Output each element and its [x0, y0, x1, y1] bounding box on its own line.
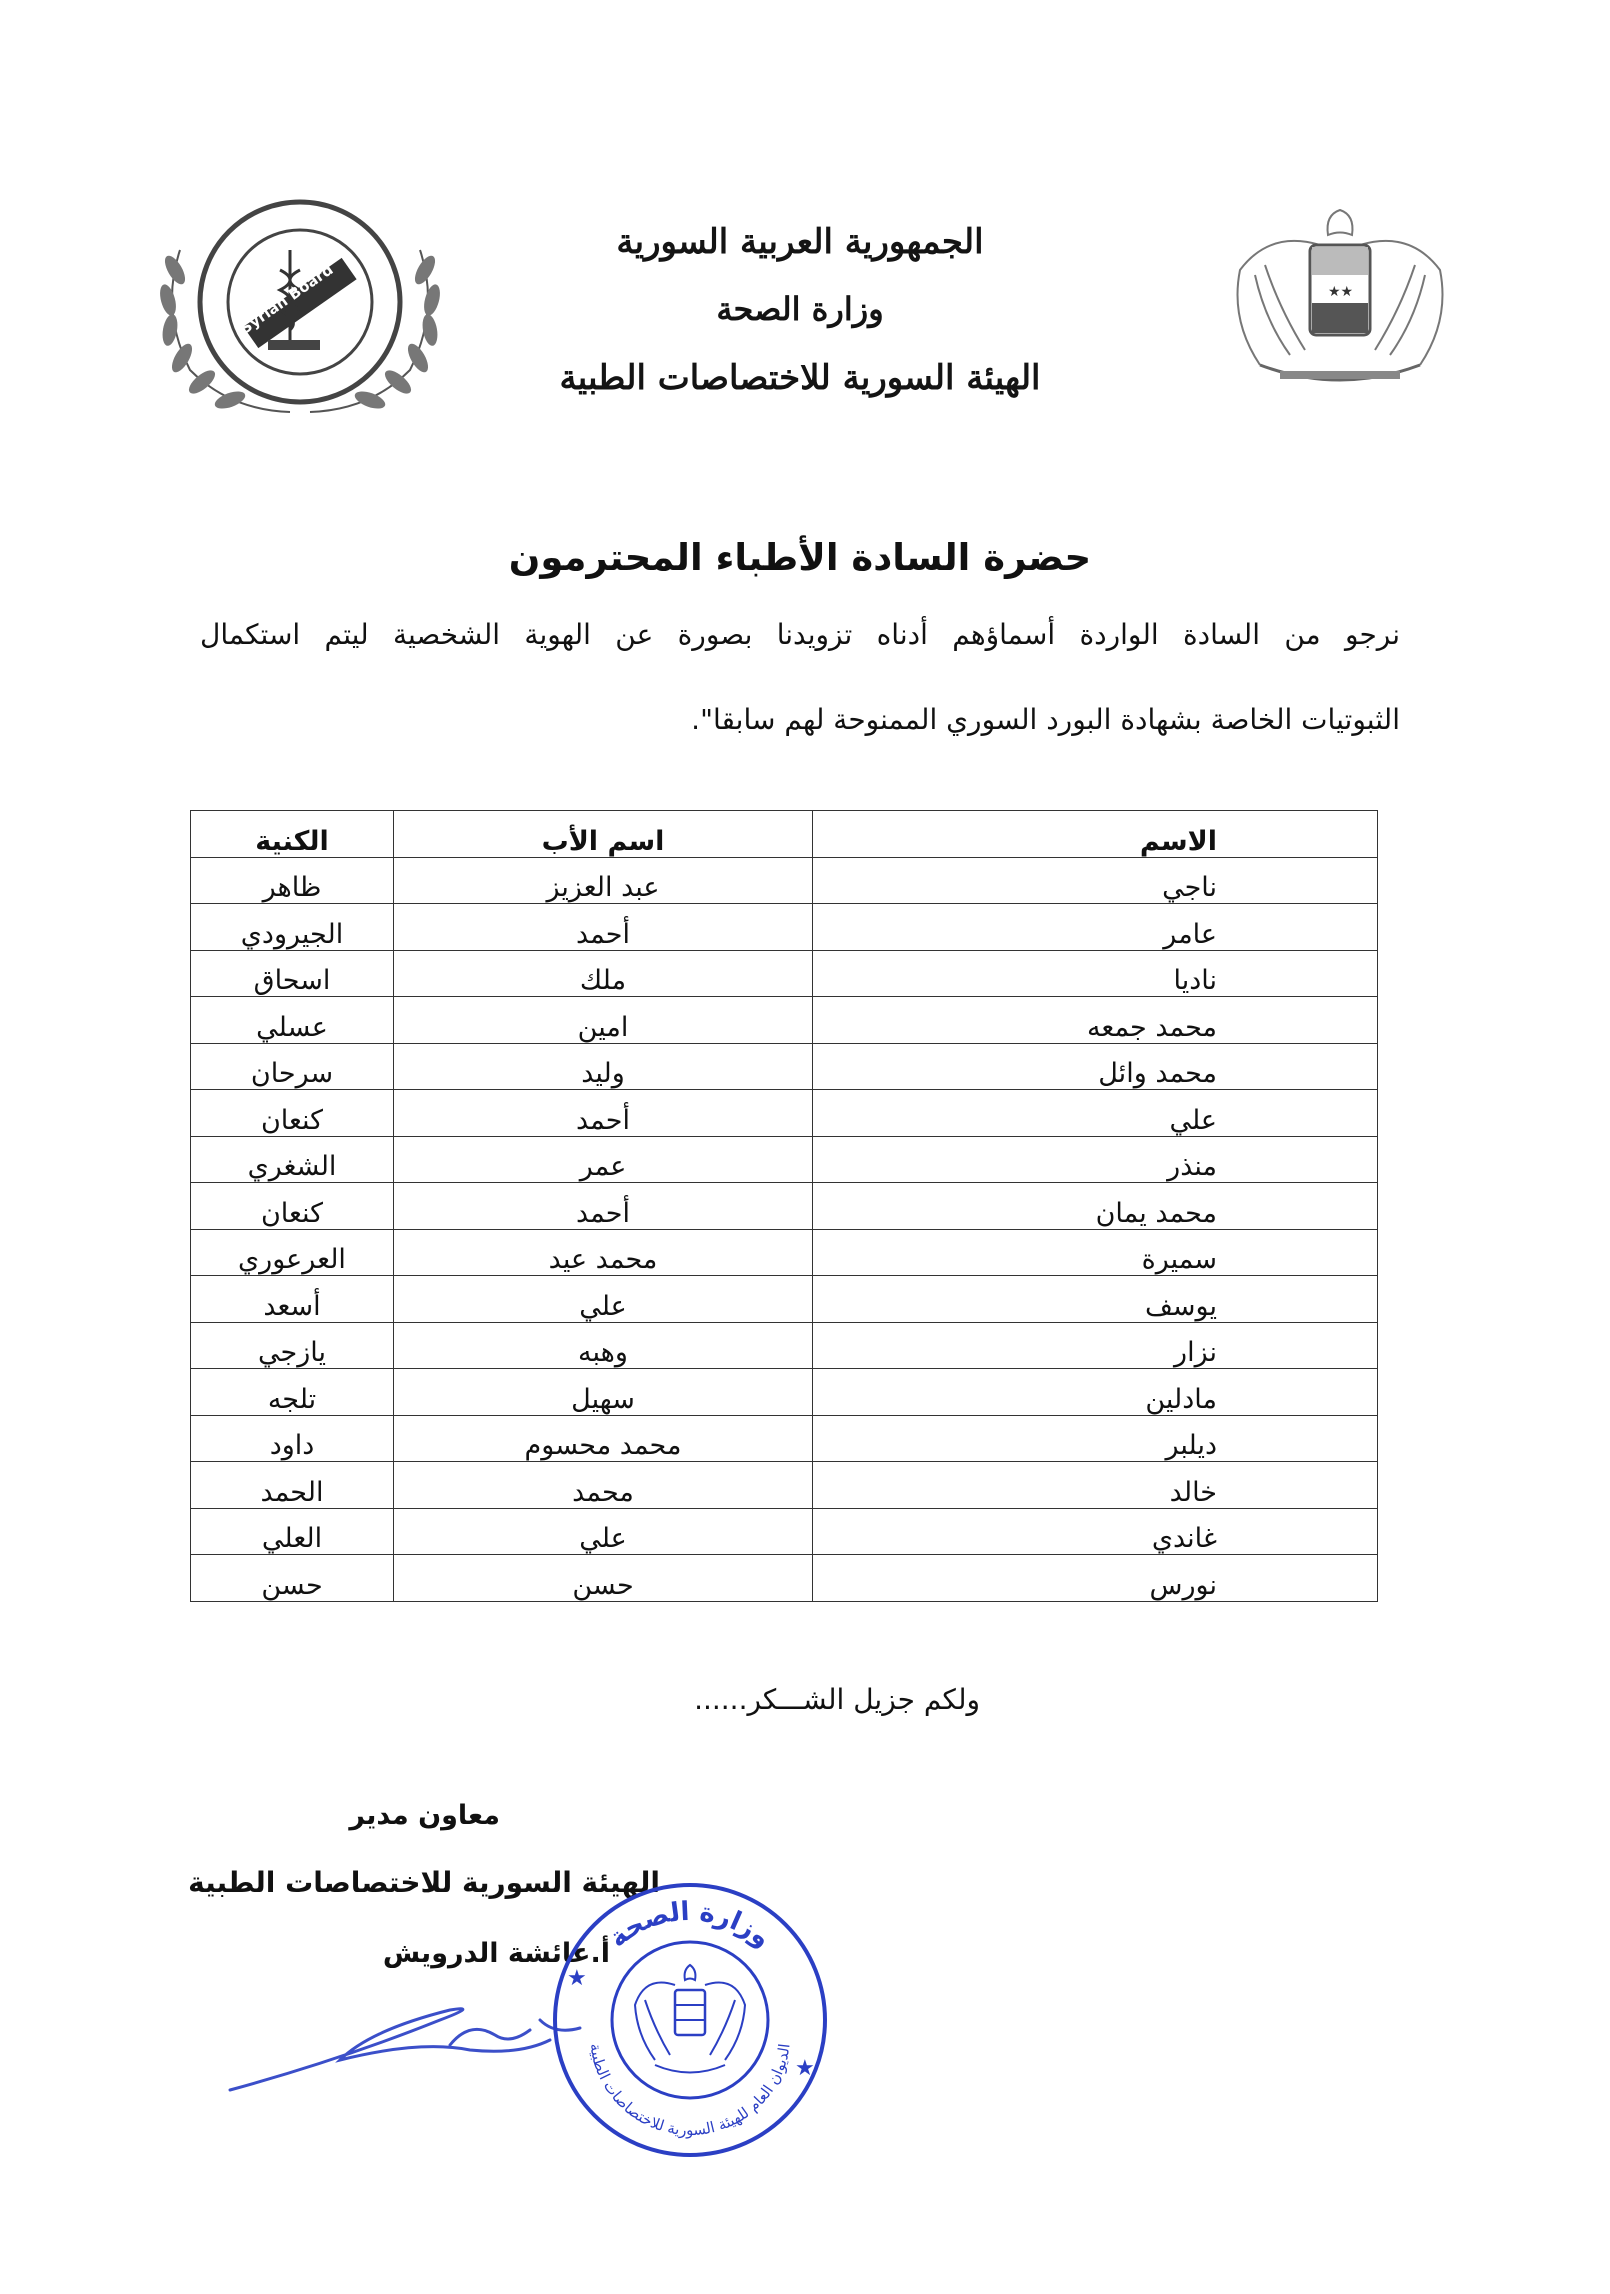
cell-surname: العرعوري — [191, 1229, 394, 1276]
intro-paragraph-line2: الثبوتيات الخاصة بشهادة البورد السوري الممنوحة لهم سابقا". — [691, 703, 1400, 736]
signatory-name: أ.عائشة الدرويش — [382, 1938, 610, 1969]
stamp-top-text: وزارة الصحة — [603, 1896, 777, 1954]
table-row — [191, 1183, 1378, 1230]
cell-surname: اسحاق — [191, 950, 394, 997]
column-header-father-name: اسم الأب — [394, 811, 813, 858]
cell-name: علي — [813, 1090, 1378, 1137]
cell-father-name: عبد العزيز — [394, 857, 813, 904]
table-row — [191, 1508, 1378, 1555]
cell-surname: عسلي — [191, 997, 394, 1044]
cell-surname: سرحان — [191, 1043, 394, 1090]
table-row — [191, 857, 1378, 904]
signatory-organization: الهيئة السورية للاختصاصات الطبية — [188, 1866, 660, 1899]
table-row — [191, 1555, 1378, 1602]
cell-name: ناجي — [813, 857, 1378, 904]
syrian-board-seal-icon — [140, 190, 460, 420]
cell-father-name: أحمد — [394, 904, 813, 951]
column-header-surname: الكنية — [191, 811, 394, 858]
cell-name: سميرة — [813, 1229, 1378, 1276]
cell-father-name: ملك — [394, 950, 813, 997]
header-commission: الهيئة السورية للاختصاصات الطبية — [559, 358, 1041, 398]
closing-thanks: ولكم جزيل الشـــكر...... — [694, 1683, 980, 1716]
table-row — [191, 950, 1378, 997]
cell-surname: حسن — [191, 1555, 394, 1602]
cell-name: نزار — [813, 1322, 1378, 1369]
syrian-eagle-emblem-icon — [1220, 190, 1460, 400]
cell-father-name: وهبه — [394, 1322, 813, 1369]
cell-surname: داود — [191, 1415, 394, 1462]
svg-text:★: ★ — [567, 1966, 587, 1991]
svg-text:الديوان العام للهيئة السورية ل — [586, 2042, 793, 2139]
cell-surname: يازجي — [191, 1322, 394, 1369]
svg-text:★: ★ — [795, 2056, 815, 2081]
cell-father-name: عمر — [394, 1136, 813, 1183]
cell-surname: الجيرودي — [191, 904, 394, 951]
signatory-title: معاون مدير — [349, 1800, 500, 1831]
table-header-row — [191, 811, 1378, 858]
intro-paragraph-line1: نرجو من السادة الواردة أسماؤهم أدناه تزويدنا بصورة عن الهوية الشخصية ليتم استكمال — [200, 618, 1400, 651]
table-row — [191, 904, 1378, 951]
cell-father-name: أحمد — [394, 1183, 813, 1230]
cell-father-name: سهيل — [394, 1369, 813, 1416]
cell-father-name: علي — [394, 1508, 813, 1555]
cell-name: منذر — [813, 1136, 1378, 1183]
table-row — [191, 1136, 1378, 1183]
table-row — [191, 1415, 1378, 1462]
header-republic: الجمهورية العربية السورية — [616, 222, 984, 262]
cell-name: محمد وائل — [813, 1043, 1378, 1090]
column-header-name: الاسم — [813, 811, 1378, 858]
cell-name: يوسف — [813, 1276, 1378, 1323]
cell-father-name: حسن — [394, 1555, 813, 1602]
cell-name: محمد جمعه — [813, 997, 1378, 1044]
table-row — [191, 1462, 1378, 1509]
table-row — [191, 997, 1378, 1044]
cell-surname: أسعد — [191, 1276, 394, 1323]
cell-father-name: وليد — [394, 1043, 813, 1090]
cell-name: غاندي — [813, 1508, 1378, 1555]
table-row — [191, 1322, 1378, 1369]
greeting-heading: حضرة السادة الأطباء المحترمون — [508, 536, 1092, 579]
ministry-of-health-stamp-icon — [545, 1875, 835, 2165]
cell-father-name: امين — [394, 997, 813, 1044]
handwritten-signature — [220, 1950, 600, 2110]
cell-name: محمد يمان — [813, 1183, 1378, 1230]
cell-name: نورس — [813, 1555, 1378, 1602]
header-ministry: وزارة الصحة — [716, 290, 884, 328]
cell-surname: العلي — [191, 1508, 394, 1555]
cell-father-name: أحمد — [394, 1090, 813, 1137]
table-row — [191, 1043, 1378, 1090]
cell-father-name: علي — [394, 1276, 813, 1323]
table-row — [191, 1369, 1378, 1416]
cell-surname: الحمد — [191, 1462, 394, 1509]
table-row — [191, 1229, 1378, 1276]
cell-father-name: محمد عيد — [394, 1229, 813, 1276]
cell-father-name: محمد — [394, 1462, 813, 1509]
stamp-bottom-text: الديوان العام للهيئة السورية للاختصاصات الطبية — [586, 2042, 794, 2140]
seal-english-title: Syrian Board — [236, 260, 337, 338]
cell-surname: ظاهر — [191, 857, 394, 904]
cell-surname: تلجه — [191, 1369, 394, 1416]
doctors-table — [190, 810, 1378, 1602]
cell-surname: كنعان — [191, 1183, 394, 1230]
cell-surname: كنعان — [191, 1090, 394, 1137]
cell-name: خالد — [813, 1462, 1378, 1509]
table-row — [191, 1276, 1378, 1323]
cell-name: ديلبر — [813, 1415, 1378, 1462]
cell-name: ناديا — [813, 950, 1378, 997]
svg-text:وزارة الصحة — [603, 1897, 776, 1954]
cell-father-name: محمد محسوم — [394, 1415, 813, 1462]
cell-surname: الشغري — [191, 1136, 394, 1183]
svg-text:★★: ★★ — [1328, 284, 1354, 300]
table-row — [191, 1090, 1378, 1137]
cell-name: مادلين — [813, 1369, 1378, 1416]
cell-name: عامر — [813, 904, 1378, 951]
